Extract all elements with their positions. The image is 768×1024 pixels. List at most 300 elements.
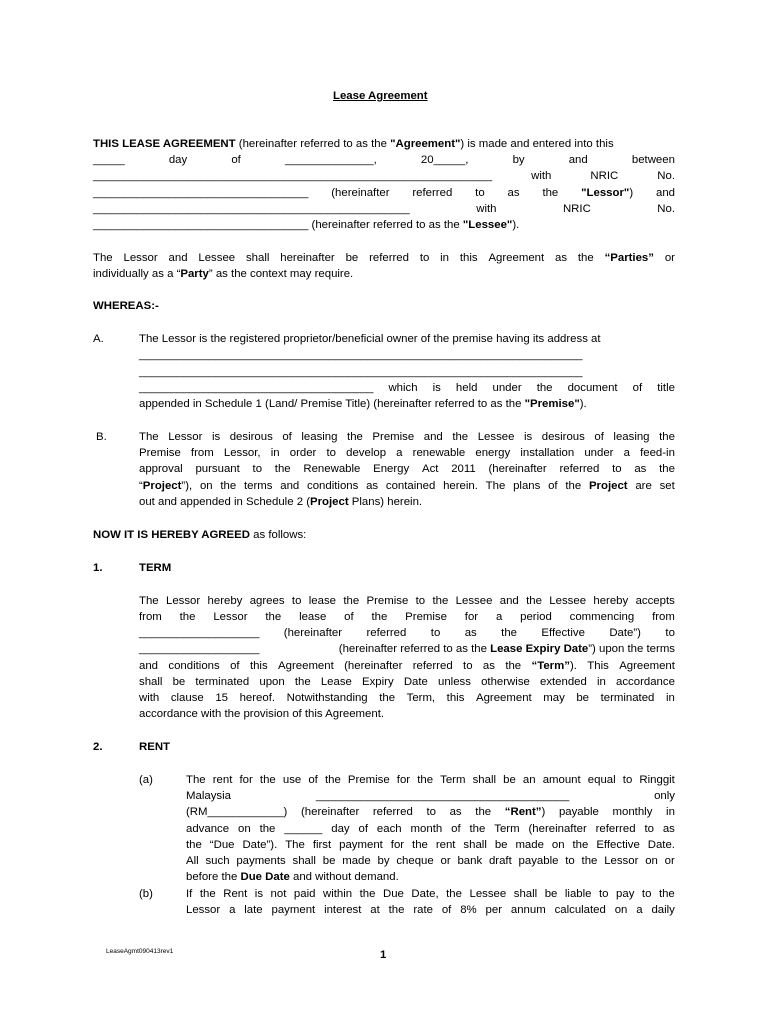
word: Date, [411,888,439,900]
recital-a-line-1: The Lessor is the registered proprietor/beneficial owner of the premise having its address at [139,333,601,345]
word: commencing [569,611,635,623]
word: in [440,252,450,264]
word: unless [438,676,471,688]
clause-1-heading: TERM [139,562,172,574]
recital-a-line-2: ______________________________________________________________________ [139,349,583,361]
word: for [239,774,253,786]
word: No. [657,170,675,182]
word: conditions [168,660,220,672]
word: (hereinafter [283,627,343,639]
word: a [636,904,643,916]
word: of [231,154,241,166]
word: Lessor [165,595,201,607]
word: “Project”), [139,480,193,492]
word: this [446,692,465,704]
word: use [282,774,302,786]
word: Premise [405,611,447,623]
word: on [614,904,628,916]
recital-b-line-2 [139,445,675,461]
word: the [417,774,434,786]
word: be [503,774,516,786]
word: Lessee [198,252,236,264]
word: the [572,839,589,851]
word: for [390,839,405,851]
word: the [469,823,486,835]
word: is [523,431,533,443]
page-title: Lease Agreement [333,90,428,102]
clause-1-line-4 [139,641,675,657]
word: to [426,806,436,818]
word: (hereinafter referred to as the Lease Expiry Date”) upon the terms [338,643,675,655]
word: desirous [541,431,585,443]
word: hereof. [239,692,276,704]
word: the [501,627,517,639]
word: as [634,463,647,475]
parties-line-2: individually as a “Party” as the context may require. [93,268,354,280]
now-agreed-heading: NOW IT IS HEREBY AGREED as follows: [93,529,307,541]
clause-1-line-3 [139,625,675,641]
word: are [635,480,652,492]
word: ___________________ [139,643,260,655]
word: the [658,888,675,900]
word: daily [651,904,675,916]
word: from [190,447,214,459]
word: from [139,611,162,623]
word: interest [324,904,362,916]
word: Project [588,480,628,492]
word: “Rent”) [504,806,546,818]
word: The [139,431,159,443]
recital-b-line-3 [139,461,675,477]
word: the [452,431,469,443]
word: this [249,660,268,672]
word: per [485,904,502,916]
word: ______ [284,823,323,835]
word: Premise [139,447,181,459]
word: this [459,252,478,264]
recital-b-line-5: out and appended in Schedule 2 (Project Plans) herein. [139,496,423,508]
word: under [492,382,522,394]
word: and [423,431,443,443]
word: Malaysia [186,790,231,802]
word: or [440,855,451,867]
word: Premise [366,595,409,607]
word: the [259,774,276,786]
word: Effective [541,627,585,639]
word: Date”) [609,627,641,639]
recital-b-marker: B. [96,431,107,443]
clause-2a-line-5 [186,837,675,853]
word: Date [403,676,428,688]
word: the [577,252,594,264]
word: extended [539,676,587,688]
word: Lessor [186,904,221,916]
word: from [652,611,675,623]
word: month [410,823,443,835]
word: If [186,888,193,900]
word: shall [245,252,270,264]
word: shall [292,855,316,867]
word: the [274,463,291,475]
word: The [186,774,206,786]
word: the [659,431,675,443]
word: and [139,660,159,672]
word: payments [236,855,286,867]
page-number: 1 [380,949,387,961]
word: or [664,252,675,264]
word: the [265,611,282,623]
word: a [495,611,503,623]
word: the [220,480,237,492]
word: with [139,692,160,704]
word: as [449,806,462,818]
word: The [285,839,305,851]
word: a [623,447,630,459]
word: period [520,611,552,623]
word: shall [513,888,538,900]
intro-line-4 [93,185,675,201]
word: ______________, [284,154,377,166]
word: in [270,447,280,459]
word: payment [339,839,383,851]
word: as [555,252,568,264]
word: ________________________________________ [315,790,570,802]
word: as [464,627,477,639]
word: in [597,676,606,688]
word: to [622,774,633,786]
word: hereby [207,595,243,607]
word: Agreement [278,660,334,672]
word: the [294,676,311,688]
word: be [322,855,336,867]
word: renewable [412,447,466,459]
word: Lessee [477,431,515,443]
word: order [289,447,317,459]
clause-2-heading: RENT [139,741,171,753]
word: terminated [195,676,250,688]
word: to [599,888,609,900]
word: Renewable [303,463,361,475]
word: made [515,839,544,851]
word: the [446,888,462,900]
word: document [567,382,618,394]
word: Premise [347,774,390,786]
word: to [326,447,336,459]
word: the [659,463,675,475]
word: referred [369,252,409,264]
word: _____________________________________ [139,382,374,394]
word: cheque [396,855,434,867]
word: rent [435,839,456,851]
word: to [565,855,575,867]
clause-1-line-6 [139,674,675,690]
word: equal [587,774,616,786]
word: in [666,806,675,818]
word: referred [595,823,636,835]
word: in [665,692,675,704]
recital-a-marker: A. [93,333,104,345]
word: This [587,660,609,672]
recital-a-line-3: ______________________________________________________________________ [139,366,583,378]
word: referred [559,463,600,475]
word: set [659,480,675,492]
word: desirous [229,431,273,443]
clause-2a-line-1 [186,772,675,788]
word: upon [259,676,285,688]
word: of [594,431,604,443]
word: the [199,888,216,900]
word: the [343,595,360,607]
word: pursuant [195,463,240,475]
word: which [388,382,418,394]
word: to [644,823,654,835]
word: calculated [554,904,606,916]
word: the [259,823,276,835]
word: on [551,839,565,851]
word: leasing [613,431,650,443]
word: terminated [600,692,655,704]
word: (hereinafter [528,823,587,835]
word: as [482,660,495,672]
word: Energy [373,463,410,475]
word: to [430,627,441,639]
word: annum [510,904,546,916]
word: Rent [223,888,248,900]
clause-2-number: 2. [93,741,103,753]
clause-1-number: 1. [93,562,103,574]
recital-b-line-1 [139,429,675,445]
word: The [93,252,113,264]
word: and [168,252,188,264]
word: NRIC [562,203,591,215]
clause-1-line-7 [139,690,675,706]
word: terms [244,480,273,492]
word: All [186,855,199,867]
word: day [168,154,188,166]
word: referred [412,187,453,199]
clause-2a-line-6 [186,853,675,869]
word: the [581,855,598,867]
word: approval [139,463,183,475]
intro-line-5 [93,201,675,217]
word: shall [463,839,487,851]
word: _______________________________________________________________ [93,170,493,182]
word: as [662,823,675,835]
word: to [415,595,426,607]
word: Agreement [619,660,675,672]
word: Term [440,774,466,786]
word: Lessor [123,252,158,264]
intro-line-3 [93,168,675,184]
word: day [331,823,350,835]
word: and [655,187,675,199]
word: of [230,660,240,672]
word: Effective [596,839,640,851]
parties-line-1 [93,250,675,266]
word: the [379,692,396,704]
word: amount [542,774,581,786]
word: herein. [443,480,478,492]
clause-2a-line-7: before the Due Date and without demand. [186,871,399,883]
word: held [455,382,478,394]
word: Date”). [242,839,278,851]
word: clause [170,692,204,704]
word: by [512,154,525,166]
word: by [377,855,390,867]
word: be [576,692,590,704]
word: installation [520,447,575,459]
word: the [347,431,363,443]
word: of [282,431,292,443]
word: of [344,611,354,623]
word: draft [488,855,512,867]
word: with [531,170,552,182]
word: made [342,855,371,867]
word: be [544,888,558,900]
word: a [396,447,403,459]
word: be [172,676,186,688]
word: to [612,463,622,475]
word: (hereinafter [488,463,547,475]
word: not [270,888,287,900]
word: THIS LEASE AGREEMENT (hereinafter referred to as the "Agreement") is made and entered into this [93,138,614,150]
word: is [432,382,441,394]
word: of [632,382,643,394]
intro-line-2 [93,152,675,168]
clause-2a-marker: (a) [139,774,153,786]
word: Premise [372,431,415,443]
clause-2a-line-3 [186,804,675,820]
word: or [664,855,675,867]
word: Agreement [475,692,532,704]
clause-1-line-1 [139,593,675,609]
word: of [548,480,558,492]
word: referred [366,627,407,639]
word: to [252,463,263,475]
word: be [494,839,508,851]
word: Ringgit [639,774,675,786]
word: 20_____, [420,154,469,166]
word: Lessee [455,595,493,607]
word: payment [271,904,316,916]
intro-line-6: __________________________________ (hereinafter referred to as the "Lessee"). [93,219,520,231]
word: monthly [612,806,653,818]
word: late [244,904,263,916]
word: and [280,480,300,492]
word: Expiry [362,676,394,688]
word: the [359,888,376,900]
word: Date. [647,839,675,851]
word: to [291,595,302,607]
word: to [419,252,430,264]
word: Lessor, [223,447,261,459]
word: Lessor [604,855,639,867]
word: rent [212,774,233,786]
word: 8% [460,904,477,916]
word: is [254,888,264,900]
word: of [358,823,369,835]
word: feed-in [640,447,675,459]
word: under [584,447,614,459]
word: bank [457,855,483,867]
word: be [345,252,359,264]
word: of [308,774,318,786]
word: shall [139,676,163,688]
word: such [205,855,230,867]
recital-a-line-4 [139,380,675,396]
word: lease [308,595,336,607]
word: accepts [635,595,675,607]
clause-1-line-2 [139,609,675,625]
word: Due [382,888,404,900]
word: __________________________________ [93,187,309,199]
word: (hereinafter [300,806,360,818]
word: the [371,611,388,623]
word: to [641,888,652,900]
word: Act [421,463,439,475]
word: rate [413,904,433,916]
word: agrees [249,595,285,607]
word: Lessor [213,611,248,623]
word: for [396,774,411,786]
word: pay [616,888,635,900]
word: The [139,595,159,607]
word: to [463,660,473,672]
word: Agreement [488,252,545,264]
word: "Lessor") [581,187,634,199]
word: leasing [301,431,338,443]
clause-1-line-5 [139,658,675,674]
word: ___________________ [139,627,260,639]
clause-2b-line-1 [186,886,675,902]
word: is [211,431,221,443]
word: of [441,904,452,916]
word: each [376,823,402,835]
word: for [464,611,479,623]
word: an [522,774,536,786]
word: develop [346,447,387,459]
word: No. [657,203,675,215]
clause-2b-line-2 [186,902,675,918]
whereas-heading: WHEREAS:- [93,300,159,312]
word: the [565,480,582,492]
word: NRIC [590,170,619,182]
word: the [505,660,522,672]
word: contained [385,480,436,492]
recital-a-line-5: appended in Schedule 1 (Land/ Premise Title) (hereinafter referred to as the "Premise"). [139,398,587,410]
clause-1-line-8: accordance with the provision of this Agreement. [139,708,385,720]
word: payable [518,855,559,867]
clause-2a-line-4 [186,821,675,837]
word: liable [564,888,592,900]
word: may [543,692,565,704]
word: paid [293,888,316,900]
word: lease [299,611,327,623]
word: title [657,382,675,394]
word: shall [472,774,497,786]
word: payable [558,806,599,818]
word: the [324,774,341,786]
word: “Term”). [531,660,577,672]
footer-doc-reference: LeaseAgmt090413rev1 [106,948,174,955]
clause-2b-marker: (b) [139,888,153,900]
word: on [237,823,251,835]
word: at [370,904,380,916]
word: 2011 [451,463,476,475]
word: _____ [93,154,125,166]
word: “Parties” [604,252,654,264]
word: Term, [406,692,436,704]
